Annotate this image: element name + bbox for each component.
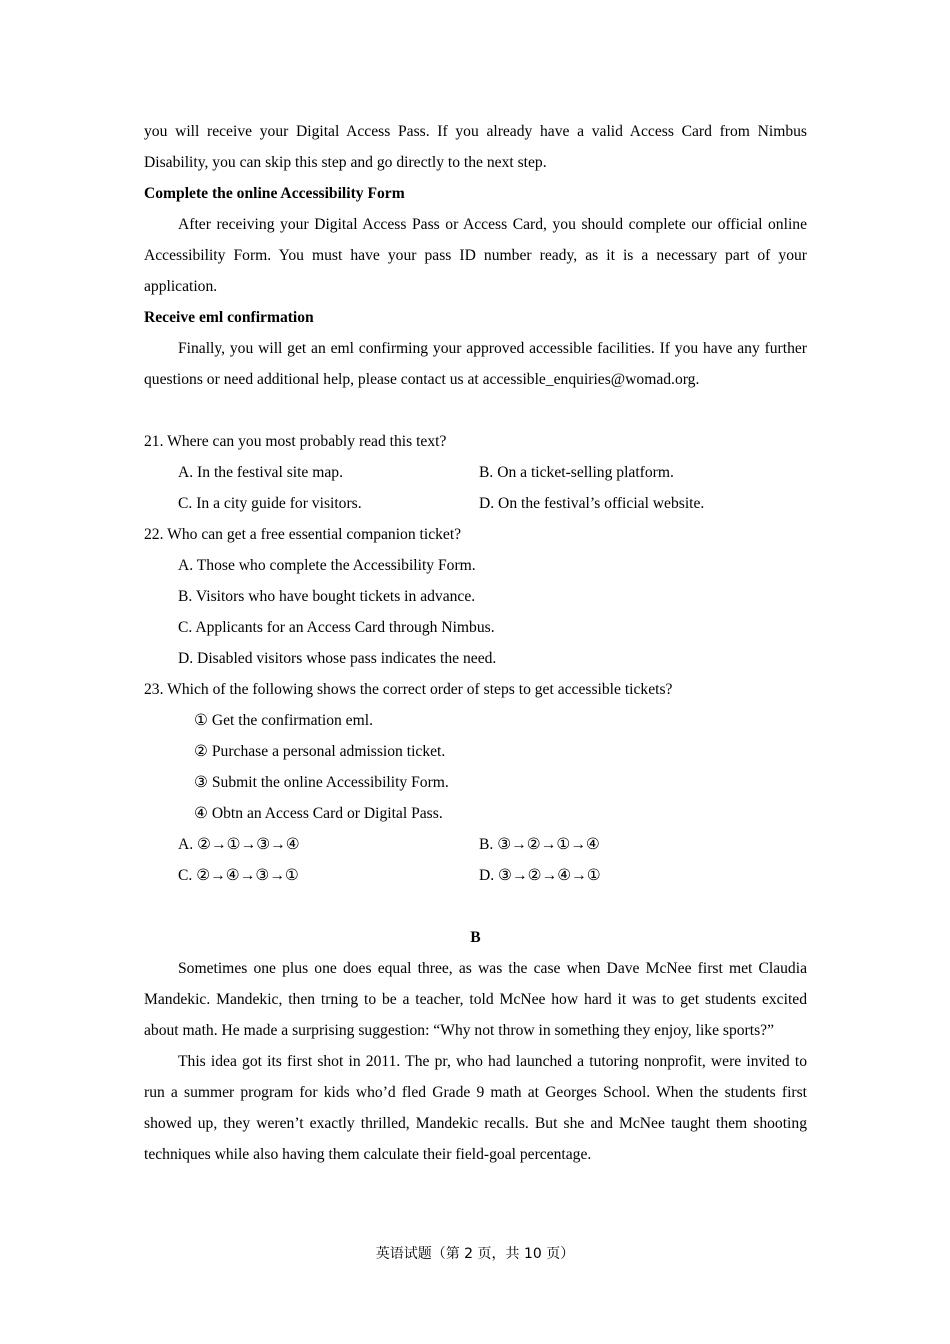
question-21-option-a: A. In the festival site map. [178, 464, 343, 481]
passage-a-paragraph-2: After receiving your Digital Access Pass or Access Card, you should complete our official online Accessibility Form. You must have your pass ID number ready, as it is a necessary part of your application. [144, 216, 807, 295]
question-23-option-d: D. ③→②→④→① [479, 867, 601, 884]
question-23-step-3: ③ Submit the online Accessibility Form. [194, 774, 449, 791]
question-23-step-2: ② Purchase a personal admission ticket. [194, 743, 446, 760]
passage-b-paragraph-2: This idea got its first shot in 2011. The pr, who had launched a tutoring nonprofit, were invited to run a summer program for kids who’d fled Grade 9 math at Georges School. When the students first showed up, they weren’t exactly thrilled, Mandekic recalls. But she and McNee taught them shooting techniques while also having them calculate their field-goal percentage. [144, 1053, 807, 1163]
question-21-option-d: D. On the festival’s official website. [479, 495, 705, 512]
question-22-stem: 22. Who can get a free essential companion ticket? [144, 526, 462, 543]
question-22-option-a: A. Those who complete the Accessibility Form. [178, 557, 476, 574]
question-22-option-b: B. Visitors who have bought tickets in advance. [178, 588, 476, 605]
question-23-option-a: A. ②→①→③→④ [178, 836, 300, 853]
question-23-step-1: ① Get the confirmation eml. [194, 712, 373, 729]
question-23-step-4: ④ Obtn an Access Card or Digital Pass. [194, 805, 443, 822]
spacer [144, 891, 807, 922]
passage-b-label: B [470, 929, 481, 946]
passage-a-paragraph-1: you will receive your Digital Access Pass. If you already have a valid Access Card from Nimbus Disability, you can skip this step and go directly to the next step. [144, 123, 807, 171]
question-23-option-c: C. ②→④→③→① [178, 867, 299, 884]
question-21-options-row-2 [144, 488, 807, 519]
question-22-option-c: C. Applicants for an Access Card through Nimbus. [178, 619, 495, 636]
page-footer: 英语试题（第 2 页，共 10 页） [375, 1246, 575, 1262]
question-21-stem: 21. Where can you most probably read this text? [144, 433, 447, 450]
spacer [144, 395, 807, 426]
question-22-option-d: D. Disabled visitors whose pass indicates the need. [178, 650, 497, 667]
exam-page [144, 116, 807, 1170]
question-23-options-row-2 [144, 860, 807, 891]
question-23-stem: 23. Which of the following shows the correct order of steps to get accessible tickets? [144, 681, 673, 698]
question-21-option-b: B. On a ticket-selling platform. [479, 464, 674, 481]
passage-b-paragraph-1: Sometimes one plus one does equal three, as was the case when Dave McNee first met Claudia Mandekic. Mandekic, then trning to be a teacher, told McNee how hard it was to get students excited about math. He made a surprising suggestion: “Why not throw in something they enjoy, like sports?” [144, 960, 807, 1039]
section-heading-accessibility-form: Complete the online Accessibility Form [144, 185, 405, 202]
passage-a-paragraph-3: Finally, you will get an eml confirming your approved accessible facilities. If you have any further questions or need additional help, please contact us at accessible_enquiries@womad.org. [144, 340, 807, 388]
question-21-options-row-1 [144, 457, 807, 488]
question-23-options-row-1 [144, 829, 807, 860]
question-21-option-c: C. In a city guide for visitors. [178, 495, 362, 512]
question-23-option-b: B. ③→②→①→④ [479, 836, 600, 853]
section-heading-eml-confirmation: Receive eml confirmation [144, 309, 314, 326]
